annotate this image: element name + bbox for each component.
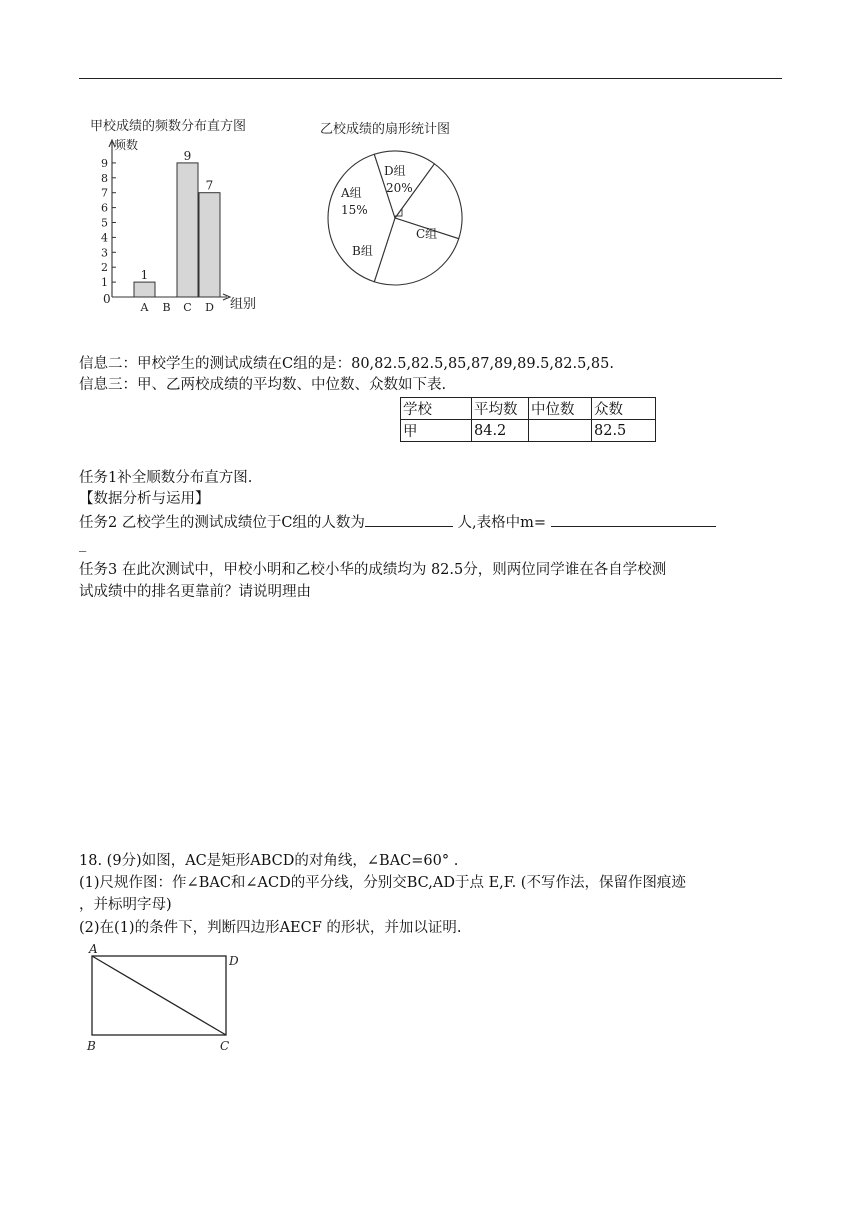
histogram-bar — [199, 193, 220, 297]
task-two-prefix: 任务2 乙校学生的测试成绩位于C组的人数为 — [79, 515, 365, 531]
table-cell: 甲 — [401, 420, 472, 442]
histogram-data-label: 1 — [140, 268, 149, 283]
stats-table — [400, 397, 656, 442]
histogram-y-tick-label: 3 — [101, 246, 108, 260]
answer-blank-count[interactable] — [365, 510, 453, 527]
histogram-bar — [134, 282, 155, 297]
pie-value-d: 20% — [386, 181, 413, 195]
vertex-d: D — [229, 954, 239, 968]
q18-line-3: ，并标明字母) — [79, 897, 172, 913]
histogram-xlabel: 组别 — [230, 297, 257, 312]
histogram-y-tick-label: 6 — [101, 201, 108, 215]
histogram-y-tick-label: 4 — [101, 231, 108, 245]
task-two-tail: _ — [79, 536, 87, 552]
q18-line-1: 18. (9分)如图，AC是矩形ABCD的对角线，∠BAC=60° . — [79, 853, 459, 869]
header-rule — [79, 78, 782, 79]
task-three-line-1: 任务3 在此次测试中，甲校小明和乙校小华的成绩均为 82.5分，则两位同学谁在各自学校测 — [79, 562, 667, 578]
histogram-bars — [134, 149, 220, 314]
table-header-cell: 中位数 — [529, 398, 592, 420]
q18-line-4: (2)在(1)的条件下，判断四边形AECF 的形状，并加以证明. — [79, 920, 462, 936]
histogram-data-label: 7 — [205, 178, 214, 193]
task-one: 任务1补全顺数分布直方图. — [79, 470, 253, 486]
histogram-category-label: B — [162, 301, 171, 314]
pie-title: 乙校成绩的扇形统计图 — [320, 122, 451, 137]
pie-label-b: B组 — [352, 244, 373, 258]
histogram-y-tick-label: 7 — [101, 186, 108, 200]
table-cell: 84.2 — [472, 420, 529, 442]
pie-value-a: 15% — [341, 203, 368, 217]
answer-blank-m[interactable] — [551, 510, 716, 527]
table-cell: 82.5 — [592, 420, 656, 442]
histogram-bar — [177, 163, 198, 297]
q18-line-2: (1)尺规作图：作∠BAC和∠ACD的平分线，分别交BC,AD于点 E,F. (不写作法，保留作图痕迹 — [79, 875, 686, 891]
table-header-cell: 学校 — [401, 398, 472, 420]
histogram-category-label: D — [205, 301, 214, 314]
vertex-b: B — [87, 1039, 96, 1053]
table-cell — [529, 420, 592, 442]
histogram-y-tick-label: 2 — [101, 261, 108, 275]
histogram-chart — [80, 112, 280, 317]
rectangle-figure — [82, 942, 252, 1057]
table-row — [401, 420, 656, 442]
diagonal-ac — [92, 956, 226, 1035]
histogram-data-label: 9 — [183, 148, 192, 163]
table-header-cell: 众数 — [592, 398, 656, 420]
task-two — [79, 510, 716, 533]
vertex-c: C — [220, 1039, 230, 1053]
task-two-middle: 人,表格中m= — [452, 515, 551, 531]
histogram-category-label: C — [183, 301, 192, 314]
histogram-y-tick-label: 8 — [101, 171, 108, 185]
histogram-y-tick-label: 1 — [101, 276, 108, 290]
pie-label-a: A组 — [341, 186, 362, 200]
table-header-cell: 平均数 — [472, 398, 529, 420]
histogram-title: 甲校成绩的频数分布直方图 — [90, 119, 247, 134]
vertex-a: A — [89, 942, 98, 956]
histogram-ticks — [101, 157, 116, 289]
task-three-line-2: 试成绩中的排名更靠前？请说明理由 — [79, 584, 311, 600]
histogram-y-tick-label: 5 — [101, 216, 108, 230]
pie-label-d: D组 — [384, 164, 406, 178]
histogram-ylabel: 频数 — [114, 138, 139, 152]
section-heading: 【数据分析与运用】 — [79, 491, 210, 507]
info-three: 信息三：甲、乙两校成绩的平均数、中位数、众数如下表. — [79, 377, 447, 393]
pie-chart — [318, 112, 478, 297]
histogram-category-label: A — [140, 301, 149, 314]
histogram-origin: 0 — [103, 292, 111, 306]
pie-label-c: C组 — [416, 227, 438, 241]
histogram-y-tick-label: 9 — [101, 156, 108, 170]
info-two: 信息二：甲校学生的测试成绩在C组的是：80,82.5,82.5,85,87,89,89.5,82.5,85. — [79, 356, 614, 372]
table-row — [401, 398, 656, 420]
